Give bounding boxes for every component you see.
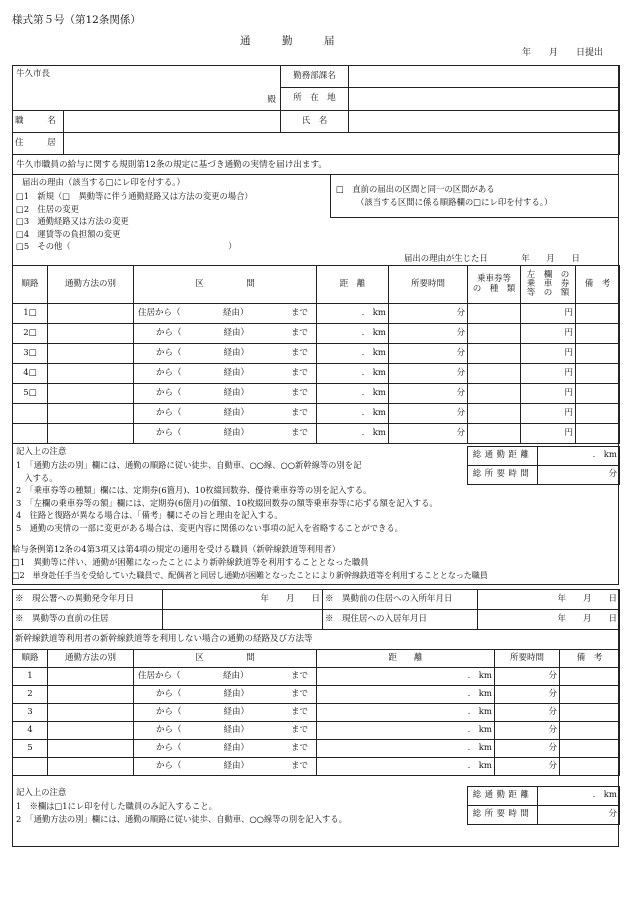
row-remarks[interactable] — [560, 686, 620, 704]
table-row — [13, 758, 620, 776]
col-time: 所要時間 — [389, 266, 468, 304]
row-order: 5 — [13, 740, 48, 758]
prev-residence-date-label: ※ 異動前の住居への入所年月日 — [323, 590, 478, 610]
section-cell[interactable] — [134, 384, 317, 404]
same-section-box — [330, 174, 619, 218]
section-cell[interactable] — [134, 404, 317, 424]
section-cell[interactable] — [134, 324, 317, 344]
alt-notes-heading: 記入上の注意 — [16, 787, 67, 797]
row-method[interactable] — [48, 364, 134, 384]
alt-totals-table — [467, 786, 620, 825]
section-via: 経由） — [223, 742, 249, 753]
section-from: から（ — [156, 327, 182, 338]
reason-item-5[interactable]: □5 その他（ ） — [16, 241, 237, 251]
row-distance[interactable]: . km — [317, 324, 389, 344]
form-title: 通 勤 届 — [240, 35, 335, 47]
row-distance[interactable]: . km — [317, 740, 495, 758]
dono-label: 殿 — [267, 95, 276, 105]
row-fare[interactable]: 円 — [521, 304, 576, 324]
name-field[interactable] — [349, 111, 620, 133]
shinkansen-heading: 給与条例第12条の4第3項又は第4項の規定の適用を受ける職員（新幹線鉄道等利用者） — [12, 544, 341, 554]
alt-total-time-value[interactable]: 分 — [538, 806, 620, 825]
table-row — [13, 384, 620, 404]
section-via: 経由） — [222, 307, 249, 318]
alt-col-method: 通勤方法の別 — [48, 650, 134, 668]
row-ticket[interactable] — [468, 384, 521, 404]
section-via: 経由） — [223, 706, 249, 717]
row-fare[interactable]: 円 — [521, 424, 576, 444]
row-time[interactable]: 分 — [495, 686, 560, 704]
col-ticket-line1: 乗車券等 — [476, 273, 511, 284]
alt-notes-list — [16, 800, 347, 825]
location-label: 所 在 地 — [281, 88, 349, 111]
section-cell[interactable] — [134, 686, 317, 704]
row-method[interactable] — [48, 424, 134, 444]
table-row — [13, 404, 620, 424]
row-time[interactable]: 分 — [389, 424, 468, 444]
total-distance-label: 総通勤距離 — [468, 447, 538, 466]
row-remarks[interactable] — [560, 704, 620, 722]
row-distance[interactable]: . km — [317, 686, 495, 704]
table-row — [13, 424, 620, 444]
section-from: から（ — [156, 427, 182, 438]
section-cell[interactable] — [134, 704, 317, 722]
section-to: まで — [290, 387, 308, 398]
row-remarks[interactable] — [576, 424, 620, 444]
location-field[interactable] — [349, 88, 620, 111]
section-to: まで — [290, 347, 308, 358]
row-ticket[interactable] — [468, 364, 521, 384]
note-1: 1 「通勤方法の別」欄には、通勤の順路に従い徒歩、自動車、○○線、○○新幹線等の別を記 — [16, 460, 362, 470]
section-via: 経由） — [223, 760, 249, 771]
transfer-date-field[interactable]: 年 月 日 — [163, 590, 323, 610]
current-residence-date-label: ※ 現住居への入居年月日 — [323, 610, 478, 630]
row-distance[interactable]: . km — [317, 364, 389, 384]
section-to: まで — [290, 670, 308, 681]
alt-total-time-label: 総所要時間 — [468, 806, 538, 825]
row-order: 1 — [13, 668, 48, 686]
section-to: まで — [290, 706, 308, 717]
row-time[interactable]: 分 — [389, 324, 468, 344]
section-cell[interactable] — [134, 668, 317, 686]
commute-table — [12, 265, 620, 444]
reason-item-2[interactable]: □2 住居の変更 — [16, 203, 79, 214]
table-row — [13, 304, 620, 324]
section-via: 経由） — [222, 670, 249, 681]
row-order: 4 — [13, 722, 48, 740]
row-remarks[interactable] — [576, 304, 620, 324]
declaration: 牛久市職員の給与に関する規則第12条の規定に基づき通勤の実情を届け出ます。 — [16, 160, 328, 170]
reason-item-3[interactable]: □3 通勤経路又は方法の変更 — [16, 216, 129, 226]
row-distance[interactable]: . km — [317, 704, 495, 722]
row-distance[interactable]: . km — [317, 668, 495, 686]
table-row — [13, 324, 620, 344]
dept-field[interactable] — [349, 66, 620, 88]
row-method[interactable] — [48, 722, 134, 740]
row-order: 3 — [13, 704, 48, 722]
row-ticket[interactable] — [468, 304, 521, 324]
name-label: 氏 名 — [281, 111, 349, 133]
row-ticket[interactable] — [468, 404, 521, 424]
table-row — [13, 668, 620, 686]
current-residence-date-field[interactable]: 年 月 日 — [478, 610, 620, 630]
section-to: まで — [290, 760, 308, 771]
row-remarks[interactable] — [560, 668, 620, 686]
table-row — [13, 364, 620, 384]
row-time[interactable]: 分 — [389, 364, 468, 384]
section-to: まで — [290, 407, 308, 418]
section-via: 経由） — [223, 387, 249, 398]
section-via: 経由） — [223, 407, 249, 418]
row-remarks[interactable] — [560, 740, 620, 758]
row-fare[interactable]: 円 — [521, 404, 576, 424]
reason-item-1[interactable]: □1 新規（□ 異動等に伴う通勤経路又は方法の変更の場合） — [16, 191, 253, 201]
section-cell[interactable] — [134, 424, 317, 444]
table-row — [13, 344, 620, 364]
same-section-line1[interactable]: □ 直前の届出の区間と同一の区間がある — [336, 184, 495, 194]
addressee-cell — [13, 66, 281, 111]
job-label: 職 名 — [15, 115, 64, 126]
col-fare-line3: 等 の 額 — [526, 287, 570, 298]
col-remarks: 備 考 — [576, 266, 620, 304]
row-distance[interactable]: . km — [317, 404, 389, 424]
row-order[interactable]: 1□ — [13, 304, 48, 324]
note-1b: 入する。 — [16, 472, 58, 483]
section-from: から（ — [156, 724, 182, 735]
row-method[interactable] — [48, 324, 134, 344]
shinkansen-dates-table — [12, 589, 620, 650]
row-fare[interactable]: 円 — [521, 324, 576, 344]
reasons-heading: 届出の理由（該当する□にレ印を付する。） — [22, 177, 185, 187]
col-fare-line1: 左 欄 の — [526, 270, 570, 281]
section-from: から（ — [156, 742, 182, 753]
col-method: 通勤方法の別 — [48, 266, 134, 304]
row-distance[interactable]: . km — [317, 722, 495, 740]
address-label: 住 居 — [15, 137, 64, 148]
job-field[interactable] — [63, 111, 280, 132]
dept-label: 勤務部課名 — [281, 66, 349, 88]
section-cell[interactable] — [134, 740, 317, 758]
form-number: 様式第５号（第12条関係） — [12, 14, 141, 26]
row-time[interactable]: 分 — [495, 740, 560, 758]
row-order[interactable] — [13, 424, 48, 444]
row-remarks[interactable] — [560, 722, 620, 740]
section-via: 経由） — [223, 688, 249, 699]
row-time[interactable]: 分 — [495, 704, 560, 722]
prev-residence-date-field[interactable]: 年 月 日 — [478, 590, 620, 610]
header-table — [12, 65, 620, 155]
section-from: から（ — [156, 760, 182, 771]
row-method[interactable] — [48, 404, 134, 424]
row-time[interactable]: 分 — [495, 668, 560, 686]
section-from: から（ — [156, 706, 182, 717]
row-order[interactable]: 3□ — [13, 344, 48, 364]
alt-col-distance: 距 離 — [317, 650, 495, 668]
same-section-line2: （該当する区間に係る順路欄の□にレ印を付する。） — [356, 197, 553, 207]
row-distance[interactable]: . km — [317, 384, 389, 404]
row-method[interactable] — [48, 344, 134, 364]
row-ticket[interactable] — [468, 424, 521, 444]
reasons-list — [16, 190, 253, 253]
table-row — [13, 686, 620, 704]
row-fare[interactable]: 円 — [521, 384, 576, 404]
total-time-value[interactable]: 分 — [538, 466, 620, 485]
section-from: 住居から（ — [138, 670, 181, 681]
row-time[interactable]: 分 — [495, 722, 560, 740]
transfer-date-label: ※ 現公署への異動発令年月日 — [13, 590, 163, 610]
note-4: 4 往路と復路が異なる場合は、「備考」欄にその旨と理由を記入する。 — [16, 510, 283, 520]
prev-residence-label: ※ 異動等の直前の住居 — [13, 610, 163, 630]
row-remarks[interactable] — [576, 404, 620, 424]
shinkansen-item-1[interactable]: □1 異動等に伴い、通勤が困難になったことにより新幹線鉄道等を利用することとなった職員 — [12, 557, 369, 567]
row-method[interactable] — [48, 704, 134, 722]
section-cell[interactable] — [134, 364, 317, 384]
reason-occurred-date: 届出の理由が生じた日 年 月 日 — [404, 253, 580, 263]
alt-col-time: 所要時間 — [495, 650, 560, 668]
section-cell[interactable] — [134, 722, 317, 740]
alt-total-distance-label: 総通勤距離 — [468, 787, 538, 806]
row-method[interactable] — [48, 740, 134, 758]
row-order[interactable] — [13, 404, 48, 424]
row-method[interactable] — [48, 384, 134, 404]
section-to: まで — [290, 327, 308, 338]
col-fare — [521, 266, 576, 304]
prev-residence-field[interactable] — [163, 610, 323, 630]
col-distance: 距 離 — [317, 266, 389, 304]
row-ticket[interactable] — [468, 344, 521, 364]
row-method[interactable] — [48, 668, 134, 686]
notes-list — [16, 459, 438, 534]
row-order[interactable]: 4□ — [13, 364, 48, 384]
row-time[interactable]: 分 — [389, 344, 468, 364]
section-to: まで — [290, 427, 308, 438]
row-fare[interactable]: 円 — [521, 344, 576, 364]
row-order: 2 — [13, 686, 48, 704]
section-from: から（ — [156, 688, 182, 699]
section-via: 経由） — [223, 724, 249, 735]
shinkansen-item-2[interactable]: □2 単身赴任手当を受給していた職員で、配偶者と同居し通勤が困難となったことにより新幹線鉄道等を利用することとなった職員 — [12, 570, 488, 580]
row-distance[interactable]: . km — [317, 424, 389, 444]
section-to: まで — [290, 724, 308, 735]
notes-heading: 記入上の注意 — [16, 446, 67, 456]
section-via: 経由） — [223, 427, 249, 438]
address-field[interactable] — [63, 133, 619, 154]
row-remarks[interactable] — [576, 364, 620, 384]
table-row — [13, 704, 620, 722]
section-to: まで — [290, 307, 308, 318]
col-fare-line2: 乗 車 券 — [526, 279, 570, 290]
note-5: 5 通勤の実情の一部に変更がある場合は、変更内容に関係のない事項の記入を省略することができる。 — [16, 522, 403, 533]
col-ticket — [468, 266, 521, 304]
alt-total-distance-value[interactable]: . km — [538, 787, 620, 806]
row-order[interactable]: 2□ — [13, 324, 48, 344]
table-row — [13, 740, 620, 758]
section-to: まで — [290, 742, 308, 753]
note-3: 3 「左欄の乗車券等の額」欄には、定期券(6箇月)の価額、10枚綴回数券の額等乗車券等に応ずる額を記入する。 — [16, 497, 438, 508]
row-method[interactable] — [48, 304, 134, 324]
alt-col-order: 順路 — [13, 650, 48, 668]
section-via: 経由） — [223, 347, 249, 358]
address-cell — [13, 133, 620, 155]
col-ticket-line2: の 種 類 — [472, 283, 516, 294]
section-from: 住居から（ — [138, 307, 181, 318]
row-order — [13, 758, 48, 776]
row-distance[interactable]: . km — [317, 344, 389, 364]
table-row — [13, 722, 620, 740]
col-section: 区 間 — [134, 266, 317, 304]
section-cell[interactable] — [134, 344, 317, 364]
row-distance[interactable]: . km — [317, 758, 495, 776]
row-time[interactable]: 分 — [389, 404, 468, 424]
row-remarks[interactable] — [576, 344, 620, 364]
section-cell[interactable] — [134, 304, 317, 324]
alt-route-table — [12, 649, 620, 776]
row-fare[interactable]: 円 — [521, 364, 576, 384]
row-ticket[interactable] — [468, 324, 521, 344]
section-to: まで — [290, 688, 308, 699]
row-distance[interactable]: . km — [317, 304, 389, 324]
totals-table — [467, 446, 620, 485]
section-via: 経由） — [223, 327, 249, 338]
alt-note-2: 2 「通勤方法の別」欄には、通勤の順路に従い徒歩、自動車、○○線等の別を記入する。 — [16, 813, 347, 824]
section-cell[interactable] — [134, 758, 317, 776]
reason-item-4[interactable]: □4 運賃等の負担額の変更 — [16, 228, 121, 239]
total-time-label: 総所要時間 — [468, 466, 538, 485]
row-remarks[interactable] — [560, 758, 620, 776]
row-order[interactable]: 5□ — [13, 384, 48, 404]
row-time[interactable]: 分 — [389, 304, 468, 324]
section-from: から（ — [156, 347, 182, 358]
submission-date: 年 月 日提出 — [522, 48, 604, 58]
row-remarks[interactable] — [576, 324, 620, 344]
alt-note-1: 1 ※欄は□1にレ印を付した職員のみ記入すること。 — [16, 801, 217, 811]
section-to: まで — [290, 367, 308, 378]
row-time[interactable]: 分 — [389, 384, 468, 404]
col-order: 順路 — [13, 266, 48, 304]
alt-col-remarks: 備 考 — [560, 650, 620, 668]
row-time[interactable]: 分 — [495, 758, 560, 776]
job-cell — [13, 111, 281, 133]
total-distance-value[interactable]: . km — [538, 447, 620, 466]
row-method[interactable] — [48, 758, 134, 776]
alt-col-section: 区 間 — [134, 650, 317, 668]
alt-route-caption: 新幹線鉄道等利用者の新幹線鉄道等を利用しない場合の通勤の経路及び方法等 — [13, 630, 620, 650]
row-method[interactable] — [48, 686, 134, 704]
section-from: から（ — [156, 367, 182, 378]
mayor-label: 牛久市長 — [16, 69, 51, 79]
section-via: 経由） — [223, 367, 249, 378]
section-from: から（ — [156, 407, 182, 418]
section-from: から（ — [156, 387, 182, 398]
note-2: 2 「乗車券等の種類」欄には、定期券(6箇月)、10枚綴回数券、優待乗車券等の別を記入する。 — [16, 485, 372, 495]
row-remarks[interactable] — [576, 384, 620, 404]
